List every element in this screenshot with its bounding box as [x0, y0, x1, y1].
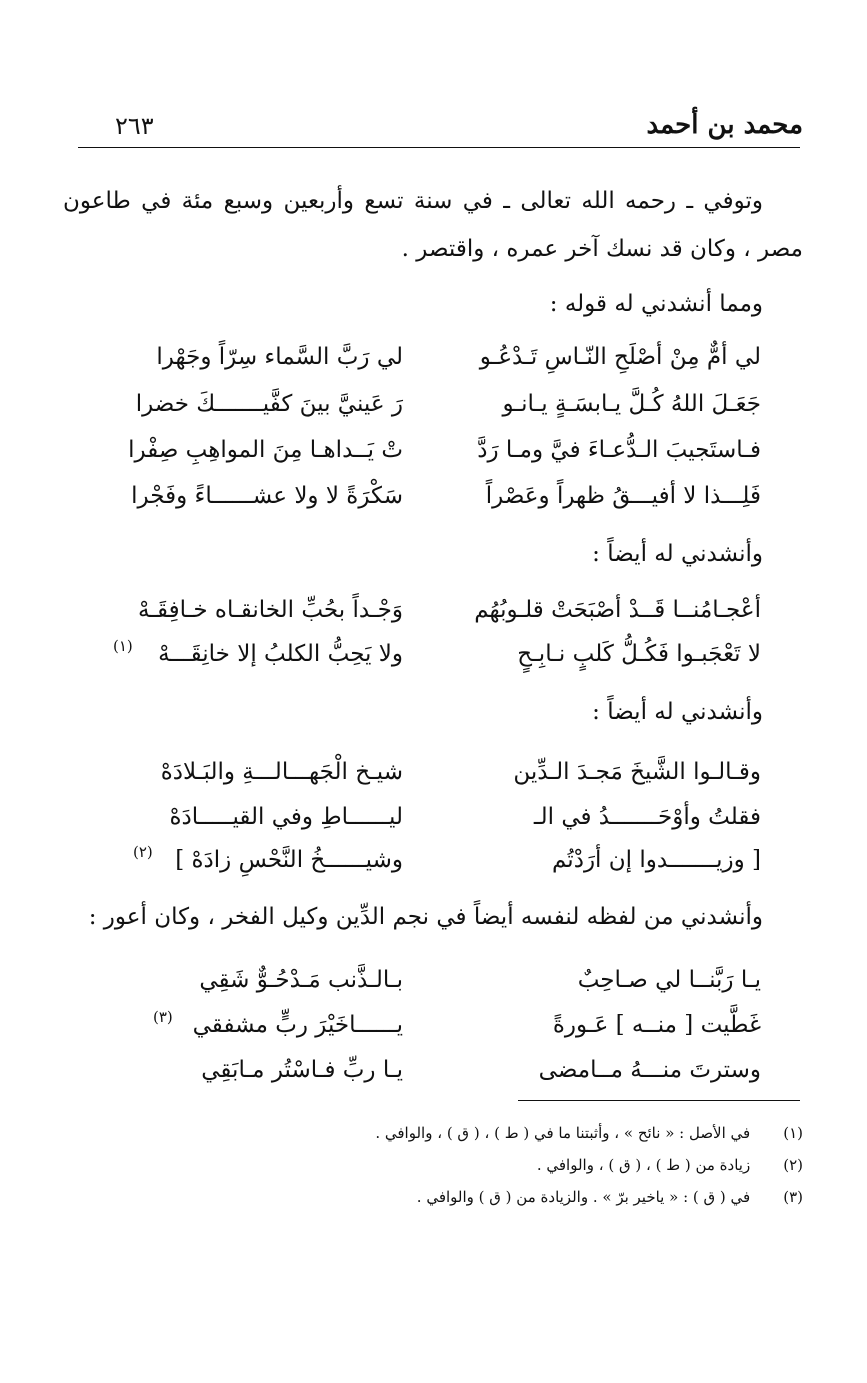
verse-first-hemistich: وقـالـوا الشَّيخَ مَجـدَ الـدِّين — [513, 759, 761, 785]
verse-line — [73, 1003, 803, 1051]
footnote-number: (٣) — [783, 1188, 803, 1206]
footnote — [63, 1120, 803, 1146]
verse-line — [73, 958, 803, 1006]
footnote-text: زيادة من ( ط ) ، ( ق ) ، والوافي . — [536, 1156, 751, 1174]
footnote-text: في ( ق ) : « ياخير برّ » . والزيادة من ( ق ) والوافي . — [416, 1188, 751, 1206]
verse-first-hemistich: [ وزيـــــــدوا إن أرَدْتُم — [552, 847, 761, 873]
verse-line — [73, 632, 803, 680]
verse-second-hemistich: شيـخ الْجَهـــالـــةِ والبَـلادَهْ — [160, 759, 403, 785]
verse-line — [73, 382, 803, 430]
verse-second-hemistich: سَكْرَةً لا ولا عشــــــاءً وفَجْرا — [131, 483, 403, 509]
footnote — [63, 1152, 803, 1178]
verse-first-hemistich: وسترتَ منـــهُ مــامضى — [538, 1057, 761, 1083]
footnote-marker: (١) — [113, 637, 133, 655]
verse-second-hemistich: وَجْـداً بحُبِّ الخانقـاه خـافِقَـهْ — [137, 597, 403, 623]
verse-line — [73, 335, 803, 383]
verse-second-hemistich: لي رَبَّ السَّماء سِرّاً وجَهْرا — [156, 344, 403, 370]
verse-second-hemistich: تْ يَــداهـا مِنَ المواهِبِ صِفْرا — [128, 437, 403, 463]
footnote-marker: (٢) — [133, 843, 153, 861]
footnote-number: (١) — [783, 1124, 803, 1142]
verse-second-hemistich: ولا يَحِبُّ الكلبُ إلا خانِقَـــهْ — [158, 641, 403, 667]
header-rule — [78, 147, 800, 148]
verse-line — [73, 1048, 803, 1096]
verse-first-hemistich: فـاستَجيبَ الـدُّعـاءَ فيَّ ومـا رَدَّ — [477, 437, 761, 463]
verse-line — [73, 588, 803, 636]
running-title: محمد بن أحمد — [646, 110, 803, 140]
page-number: ٢٦٣ — [115, 112, 154, 140]
intro-paragraph: وتوفي ـ رحمه الله تعالى ـ في سنة تسع وأربعين وسبع مئة في طاعون مصر ، وكان قد نسك آخر عمره ، واقتصر . — [63, 188, 803, 262]
verse-second-hemistich: يــــــاخَيْرَ ربٍّ مشفقي — [192, 1012, 403, 1038]
section-heading: وأنشدني من لفظه لنفسه أيضاً في نجم الدِّين وكيل الفخر ، وكان أعور : — [88, 904, 763, 930]
verse-line — [73, 795, 803, 843]
verse-line — [73, 750, 803, 798]
footnote — [63, 1184, 803, 1210]
verse-second-hemistich: يـا ربِّ فـاسْتُر مـابَقِي — [201, 1057, 403, 1083]
section-heading: ومما أنشدني له قوله : — [549, 291, 763, 317]
verse-first-hemistich: جَعَـلَ اللهُ كُـلَّ يـابسَـةٍ يـانـو — [502, 391, 761, 417]
footnote-text: في الأصل : « نائح » ، وأثبتنا ما في ( ط ) ، ( ق ) ، والوافي . — [375, 1124, 751, 1142]
verse-first-hemistich: أعْجـامُنــا قَــدْ أصْبَحَتْ قلـوبُهُم — [474, 597, 761, 623]
verse-second-hemistich: ليــــــاطِ وفي القيـــــادَهْ — [169, 804, 403, 830]
verse-line — [73, 428, 803, 476]
verse-line — [73, 474, 803, 522]
verse-first-hemistich: فقلتُ وأوْحَـــــــدُ في الـ — [533, 804, 761, 830]
verse-second-hemistich: رَ عَينيَّ بينَ كفَّيـــــــكَ خضرا — [135, 391, 403, 417]
verse-first-hemistich: لا تَعْجَبـوا فَكُـلُّ كَلبٍ نـابِـحٍ — [517, 641, 761, 667]
verse-line — [73, 838, 803, 886]
verse-second-hemistich: بـالـذَّنب مَـدْحُـوٌّ شَقِي — [199, 967, 403, 993]
section-heading: وأنشدني له أيضاً : — [592, 541, 763, 567]
footnote-number: (٢) — [783, 1156, 803, 1174]
verse-first-hemistich: غَطَّيت [ منــه ] عَـورةً — [552, 1012, 761, 1038]
section-heading: وأنشدني له أيضاً : — [592, 699, 763, 725]
footnote-marker: (٣) — [153, 1008, 173, 1026]
verse-second-hemistich: وشيــــــخُ النَّحْسِ زادَهْ ] — [175, 847, 403, 873]
verse-first-hemistich: يـا رَبَّنــا لي صـاحِبٌ — [577, 967, 761, 993]
footnote-rule — [518, 1100, 800, 1101]
verse-first-hemistich: لي أمٌّ مِنْ أصْلَحِ النّـاسِ تَـدْعُـو — [479, 344, 761, 370]
verse-first-hemistich: فَلِـــذا لا أفيـــقُ ظهراً وعَصْراً — [485, 483, 761, 509]
